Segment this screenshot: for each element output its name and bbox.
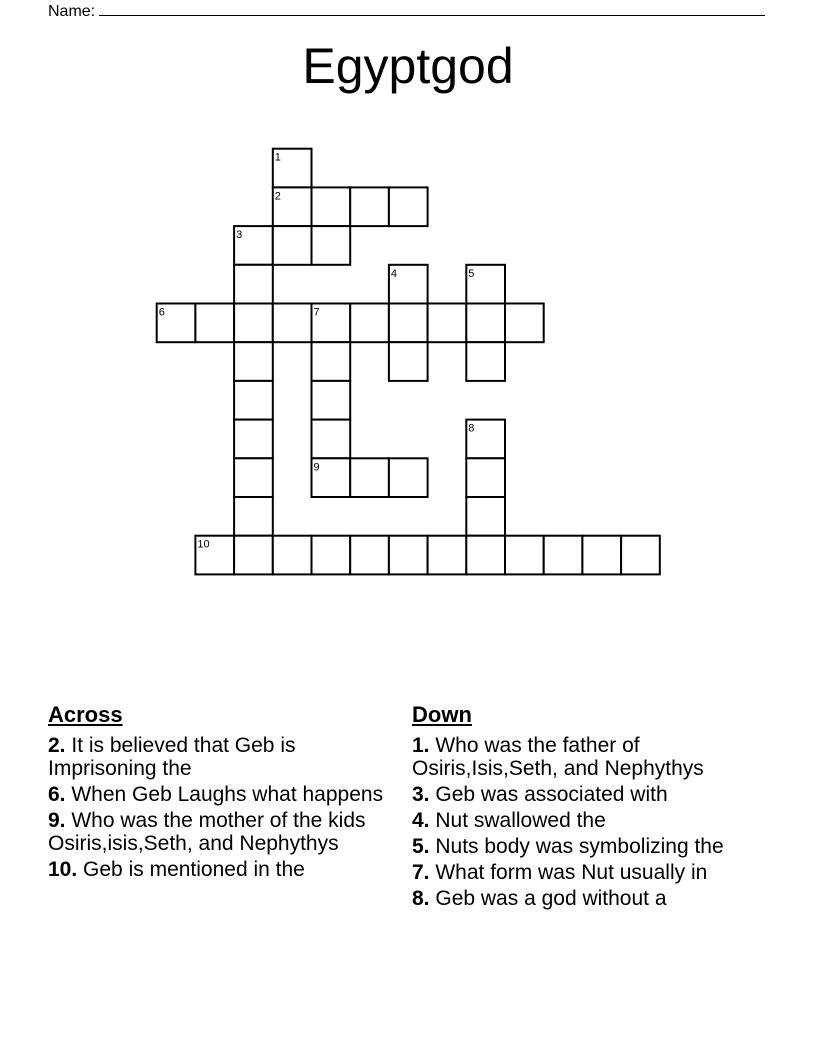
clue-number-label: 4: [390, 267, 398, 280]
down-clue: [412, 809, 762, 832]
clue-number-label: 8: [468, 422, 475, 435]
grid-cell[interactable]: [312, 226, 351, 265]
clue-number-label: 2: [274, 190, 281, 203]
clue-number-label: 1: [274, 151, 281, 164]
down-clue: [412, 861, 762, 884]
down-clues: [412, 702, 762, 913]
across-clues: [48, 702, 398, 884]
down-clue: [412, 835, 762, 858]
grid-cell[interactable]: [389, 304, 428, 343]
grid-cell[interactable]: [621, 536, 660, 575]
grid-cell[interactable]: [389, 458, 428, 497]
across-clue: [48, 858, 398, 881]
grid-cell[interactable]: [389, 536, 428, 575]
clue-number: 6.: [48, 783, 66, 806]
clue-text: When Geb Laughs what happens: [71, 783, 384, 806]
clue-text: Who was the father of Osiris,Isis,Seth, and Nephythys: [412, 734, 704, 780]
down-heading: Down: [412, 702, 472, 727]
grid-cell[interactable]: [234, 420, 273, 459]
across-clue: [48, 734, 398, 780]
grid-cell[interactable]: [466, 342, 505, 381]
clue-number: 9.: [48, 809, 66, 832]
name-label: Name:: [48, 3, 96, 20]
grid-cell[interactable]: [312, 342, 351, 381]
grid-cell[interactable]: [234, 536, 273, 575]
clue-number: 2.: [48, 734, 66, 757]
grid-cell[interactable]: [350, 458, 389, 497]
grid-cell[interactable]: [273, 304, 312, 343]
grid-cell[interactable]: [350, 187, 389, 226]
grid-cell[interactable]: [505, 304, 544, 343]
down-clue: [412, 734, 762, 780]
across-clue: [48, 783, 398, 806]
grid-cell[interactable]: [234, 381, 273, 420]
grid-cell[interactable]: [466, 497, 505, 536]
clue-text: Nut swallowed the: [435, 809, 606, 832]
down-clue: [412, 887, 762, 910]
puzzle-title: Egyptgod: [302, 38, 514, 94]
clue-number-label: 10: [197, 538, 210, 551]
grid-cell[interactable]: [428, 536, 467, 575]
grid-cell[interactable]: [582, 536, 621, 575]
grid-cell[interactable]: [312, 536, 351, 575]
clue-text: What form was Nut usually in: [435, 861, 708, 884]
clue-text: Nuts body was symbolizing the: [435, 835, 724, 858]
clue-text: Geb was a god without a: [435, 887, 667, 910]
grid-cell[interactable]: [312, 381, 351, 420]
clue-number: 7.: [412, 861, 430, 884]
clue-number: 4.: [412, 809, 430, 832]
grid-cell[interactable]: [234, 342, 273, 381]
clue-text: Geb was associated with: [435, 783, 668, 806]
clue-text: Who was the mother of the kids Osiris,isis,Seth, and Nephythys: [48, 809, 366, 855]
clue-number: 3.: [412, 783, 430, 806]
clue-number: 8.: [412, 887, 430, 910]
down-clue: [412, 783, 762, 806]
clue-number-label: 9: [313, 461, 320, 474]
clue-text: It is believed that Geb is Imprisoning the: [48, 734, 296, 780]
grid-cell[interactable]: [234, 265, 273, 304]
grid-cell[interactable]: [312, 187, 351, 226]
grid-cell[interactable]: [273, 536, 312, 575]
grid-cell[interactable]: [466, 458, 505, 497]
grid-cell[interactable]: [466, 536, 505, 575]
grid-cell[interactable]: [544, 536, 583, 575]
grid-cell[interactable]: [466, 304, 505, 343]
across-clue: [48, 809, 398, 855]
grid-cell[interactable]: [234, 304, 273, 343]
across-heading: Across: [48, 702, 123, 727]
grid-cell[interactable]: [234, 497, 273, 536]
clue-number: 10.: [48, 858, 78, 881]
grid-cell[interactable]: [234, 458, 273, 497]
grid-cell[interactable]: [273, 226, 312, 265]
grid-cell[interactable]: [312, 420, 351, 459]
grid-cell[interactable]: [350, 304, 389, 343]
clue-number-label: 5: [468, 267, 475, 280]
clue-number: 5.: [412, 835, 430, 858]
clue-number-label: 6: [158, 306, 165, 319]
grid-cell[interactable]: [389, 342, 428, 381]
clue-number-label: 7: [313, 306, 320, 319]
grid-cell[interactable]: [195, 304, 234, 343]
grid-cell[interactable]: [428, 304, 467, 343]
clue-number-label: 3: [236, 229, 243, 242]
clue-text: Geb is mentioned in the: [83, 858, 305, 881]
grid-cell[interactable]: [350, 536, 389, 575]
grid-cell[interactable]: [505, 536, 544, 575]
grid-cell[interactable]: [389, 187, 428, 226]
clue-number: 1.: [412, 734, 430, 757]
